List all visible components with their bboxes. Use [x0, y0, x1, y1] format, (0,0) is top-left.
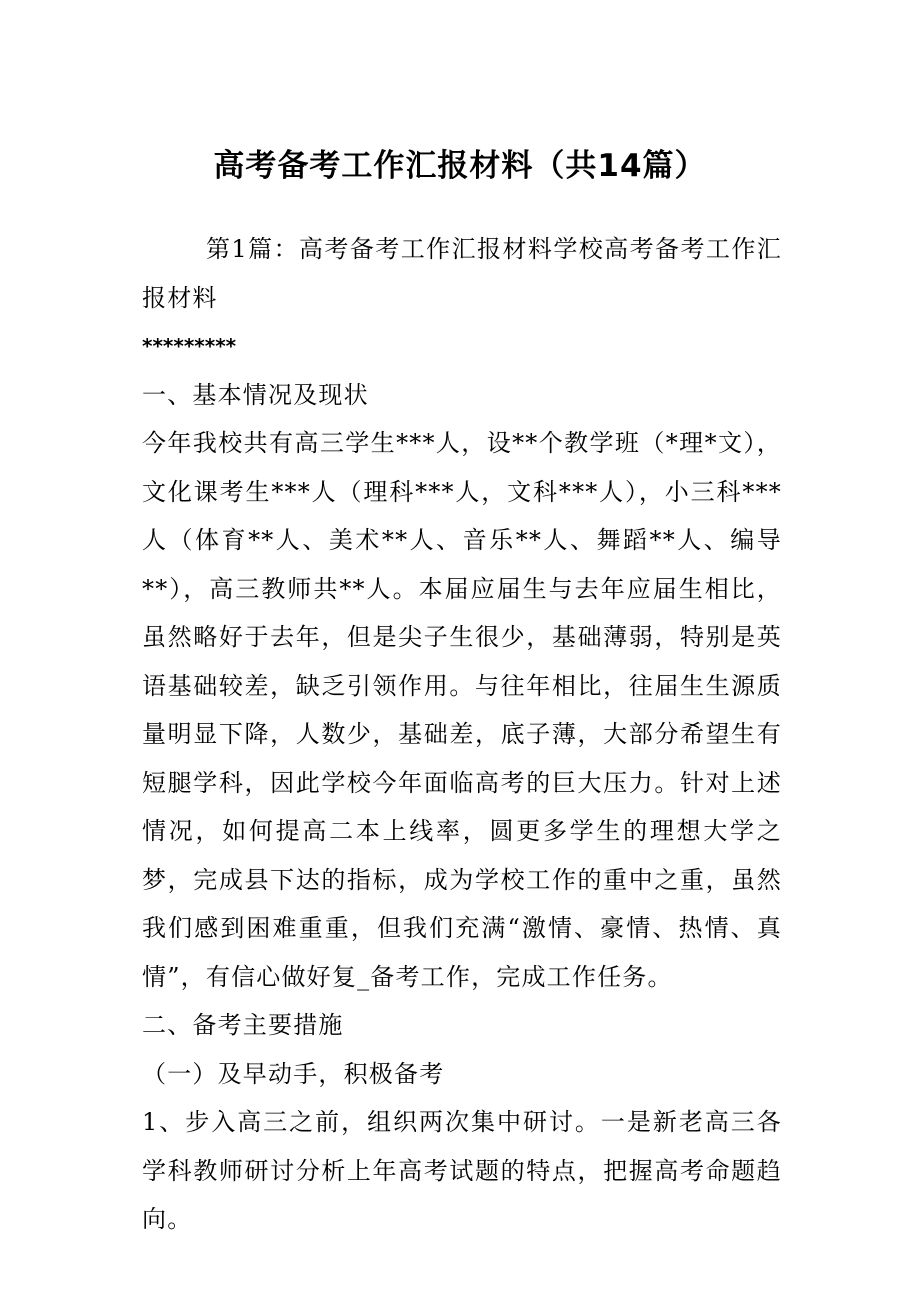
section-heading-basic-situation: 一、基本情况及现状	[142, 380, 369, 409]
subsection-heading-early-start: （一）及早动手，积极备考	[142, 1059, 445, 1088]
section-heading-article-1: 第1篇：高考备考工作汇报材料学校高考备考工作汇报材料	[142, 235, 782, 312]
section-heading-main-measures: 二、备考主要措施	[142, 1011, 344, 1039]
paragraph-item-1: 1、步入高三之前，组织两次集中研讨。一是新老高三各学科教师研讨分析上年高考试题的特点，把握高考命题趋向。	[142, 1108, 782, 1233]
document-body	[142, 225, 782, 1244]
redacted-school-name: *********	[142, 334, 237, 358]
paragraph-basic-situation: 今年我校共有高三学生***人，设**个教学班（*理*文），文化课考生***人（理科***人，文科***人），小三科***人（体育**人、美术**人、音乐**人、舞蹈**人、编导**），高三教师共**人。本届应届生与去年应届生相比，虽然略好于去年，但是尖子生很少，基础薄弱，特别是英语基础较差，缺乏引领作用。与往年相比，往届生生源质量明显下降，人数少，基础差，底子薄，大部分希望生有短腿学科，因此学校今年面临高考的巨大压力。针对上述情况，如何提高二本上线率，圆更多学生的理想大学之梦，完成县下达的指标，成为学校工作的重中之重，虽然我们感到困难重重，但我们充满“激情、豪情、热情、真情”，有信心做好复_备考工作，完成工作任务。	[142, 429, 782, 991]
document-title: 高考备考工作汇报材料（共14篇）	[213, 148, 707, 184]
